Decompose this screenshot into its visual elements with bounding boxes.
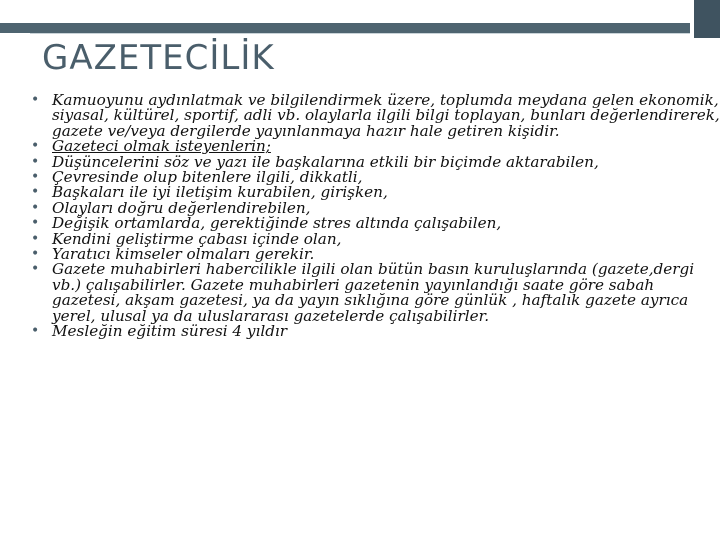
list-item-text: Olayları doğru değerlendirebilen,: [52, 198, 311, 217]
bullet-icon: •: [31, 138, 40, 155]
list-item-text: Kendini geliştirme çabası içinde olan,: [52, 229, 342, 248]
list-item-text: Başkaları ile iyi iletişim kurabilen, girişken,: [52, 183, 388, 202]
list-item: [30, 262, 720, 324]
list-item-text: Mesleğin eğitim süresi 4 yıldır: [52, 322, 288, 341]
bullet-icon: •: [31, 230, 40, 247]
bullet-icon: •: [31, 92, 40, 108]
header-corner-block: [694, 0, 720, 38]
list-item-text: Yaratıcı kimseler olmaları gerekir.: [52, 245, 315, 264]
list-item-text: Gazete muhabirleri habercilikle ilgili olan bütün basın kuruluşlarında (gazete,dergi vb.) çalışabilirler. Gazete muhabirleri gazetenin yayınlandığı saate göre sabah gazetesi, akşam gazetesi, ya da yayın sıklığına göre günlük , haftalık gazete ayrıca yerel, ulusal ya da uluslararası gazetelerde çalışabilirler.: [52, 260, 695, 325]
bullet-icon: •: [31, 261, 40, 278]
list-item-text: Çevresinde olup bitenlere ilgili, dikkatli,: [52, 168, 363, 187]
title-divider: [30, 33, 690, 34]
bullet-icon: •: [31, 184, 40, 201]
header-accent-bar: [0, 23, 690, 33]
list-item: [30, 93, 720, 139]
list-item-text: Değişik ortamlarda, gerektiğinde stres altında çalışabilen,: [52, 214, 502, 233]
bullet-icon: •: [31, 153, 40, 170]
bullet-icon: •: [31, 215, 40, 232]
list-item-text: Düşüncelerini söz ve yazı ile başkalarına etkili bir biçimde aktarabilen,: [52, 152, 599, 171]
bullet-icon: •: [31, 323, 40, 340]
bullet-icon: •: [31, 246, 40, 263]
slide-title: GAZETECİLİK: [42, 38, 275, 78]
bullet-icon: •: [31, 199, 40, 216]
list-item: [30, 324, 720, 339]
bullet-list: [30, 93, 720, 340]
bullet-icon: •: [31, 169, 40, 186]
list-item-text: Kamuoyunu aydınlatmak ve bilgilendirmek üzere, toplumda meydana gelen ekonomik, siyasal, kültürel, sportif, adli vb. olaylarla ilgili bilgi toplayan, bunları değerlendirerek, gazete ve/veya dergilerde yayınlanmaya hazır hale getiren kişidir.: [52, 91, 720, 140]
list-item-text: Gazeteci olmak isteyenlerin;: [52, 137, 271, 156]
